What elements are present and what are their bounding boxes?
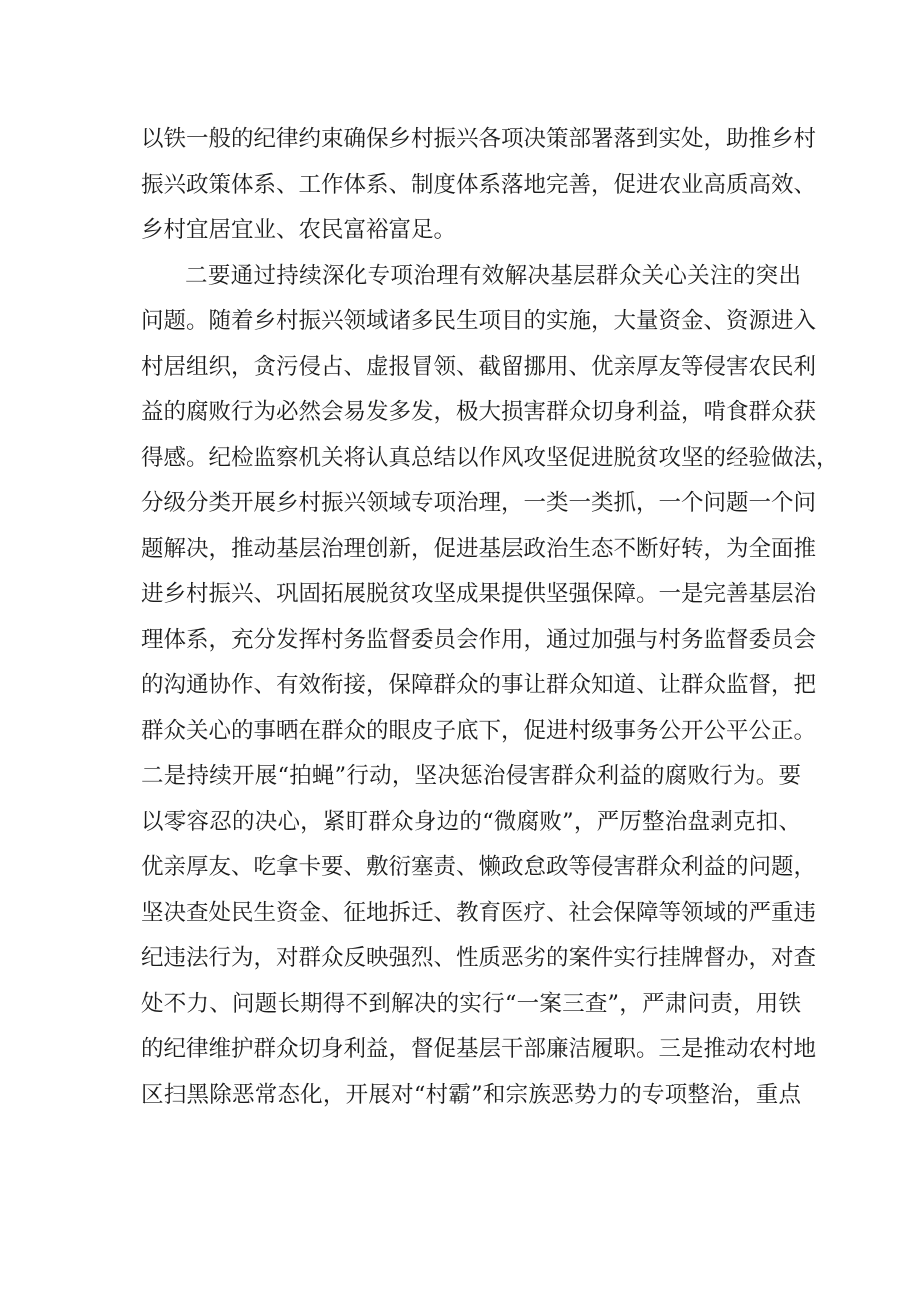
text-line: 进乡村振兴、巩固拓展脱贫攻坚成果提供坚强保障。一是完善基层治 (141, 581, 817, 607)
text-line: 的沟通协作、有效衔接，保障群众的事让群众知道、让群众监督，把 (141, 672, 817, 698)
text-line: 纪违法行为，对群众反映强烈、性质恶劣的案件实行挂牌督办，对查 (141, 945, 817, 971)
text-line: 乡村宜居宜业、农民富裕富足。 (141, 217, 457, 243)
text-line: 二是持续开展“拍蝇”行动，坚决惩治侵害群众利益的腐败行为。要 (141, 763, 801, 789)
text-line: 得感。纪检监察机关将认真总结以作风攻坚促进脱贫攻坚的经验做法， (141, 444, 839, 471)
text-line: 题解决，推动基层治理创新，促进基层政治生态不断好转，为全面推 (141, 535, 817, 562)
body-text (141, 117, 839, 1118)
text-line: 以零容忍的决心，紧盯群众身边的“微腐败”，严厉整治盘剥克扣、 (141, 808, 801, 835)
text-line: 分级分类开展乡村振兴领域专项治理，一类一类抓，一个问题一个问 (141, 490, 817, 516)
text-line: 振兴政策体系、工作体系、制度体系落地完善，促进农业高质高效、 (141, 171, 817, 198)
text-line: 处不力、问题长期得不到解决的实行“一案三查”，严肃问责，用铁 (141, 990, 801, 1017)
text-line: 区扫黑除恶常态化，开展对“村霸”和宗族恶势力的专项整治，重点 (141, 1081, 801, 1108)
paragraph-1 (141, 117, 817, 254)
text-line: 坚决查处民生资金、征地拆迁、教育医疗、社会保障等领域的严重违 (141, 899, 817, 926)
text-line: 村居组织，贪污侵占、虚报冒领、截留挪用、优亲厚友等侵害农民利 (141, 353, 817, 380)
paragraph-2 (141, 254, 839, 1119)
text-line: 益的腐败行为必然会易发多发，极大损害群众切身利益，啃食群众获 (141, 399, 817, 425)
text-line: 理体系，充分发挥村务监督委员会作用，通过加强与村务监督委员会 (141, 626, 817, 653)
text-line: 二要通过持续深化专项治理有效解决基层群众关心关注的突出 (185, 262, 801, 289)
text-line: 问题。随着乡村振兴领域诸多民生项目的实施，大量资金、资源进入 (141, 308, 817, 334)
text-line: 以铁一般的纪律约束确保乡村振兴各项决策部署落到实处，助推乡村 (141, 126, 817, 152)
text-line: 的纪律维护群众切身利益，督促基层干部廉洁履职。三是推动农村地 (141, 1036, 817, 1062)
text-line: 群众关心的事晒在群众的眼皮子底下，促进村级事务公开公平公正。 (141, 717, 817, 744)
text-line: 优亲厚友、吃拿卡要、敷衍塞责、懒政怠政等侵害群众利益的问题， (141, 854, 817, 880)
